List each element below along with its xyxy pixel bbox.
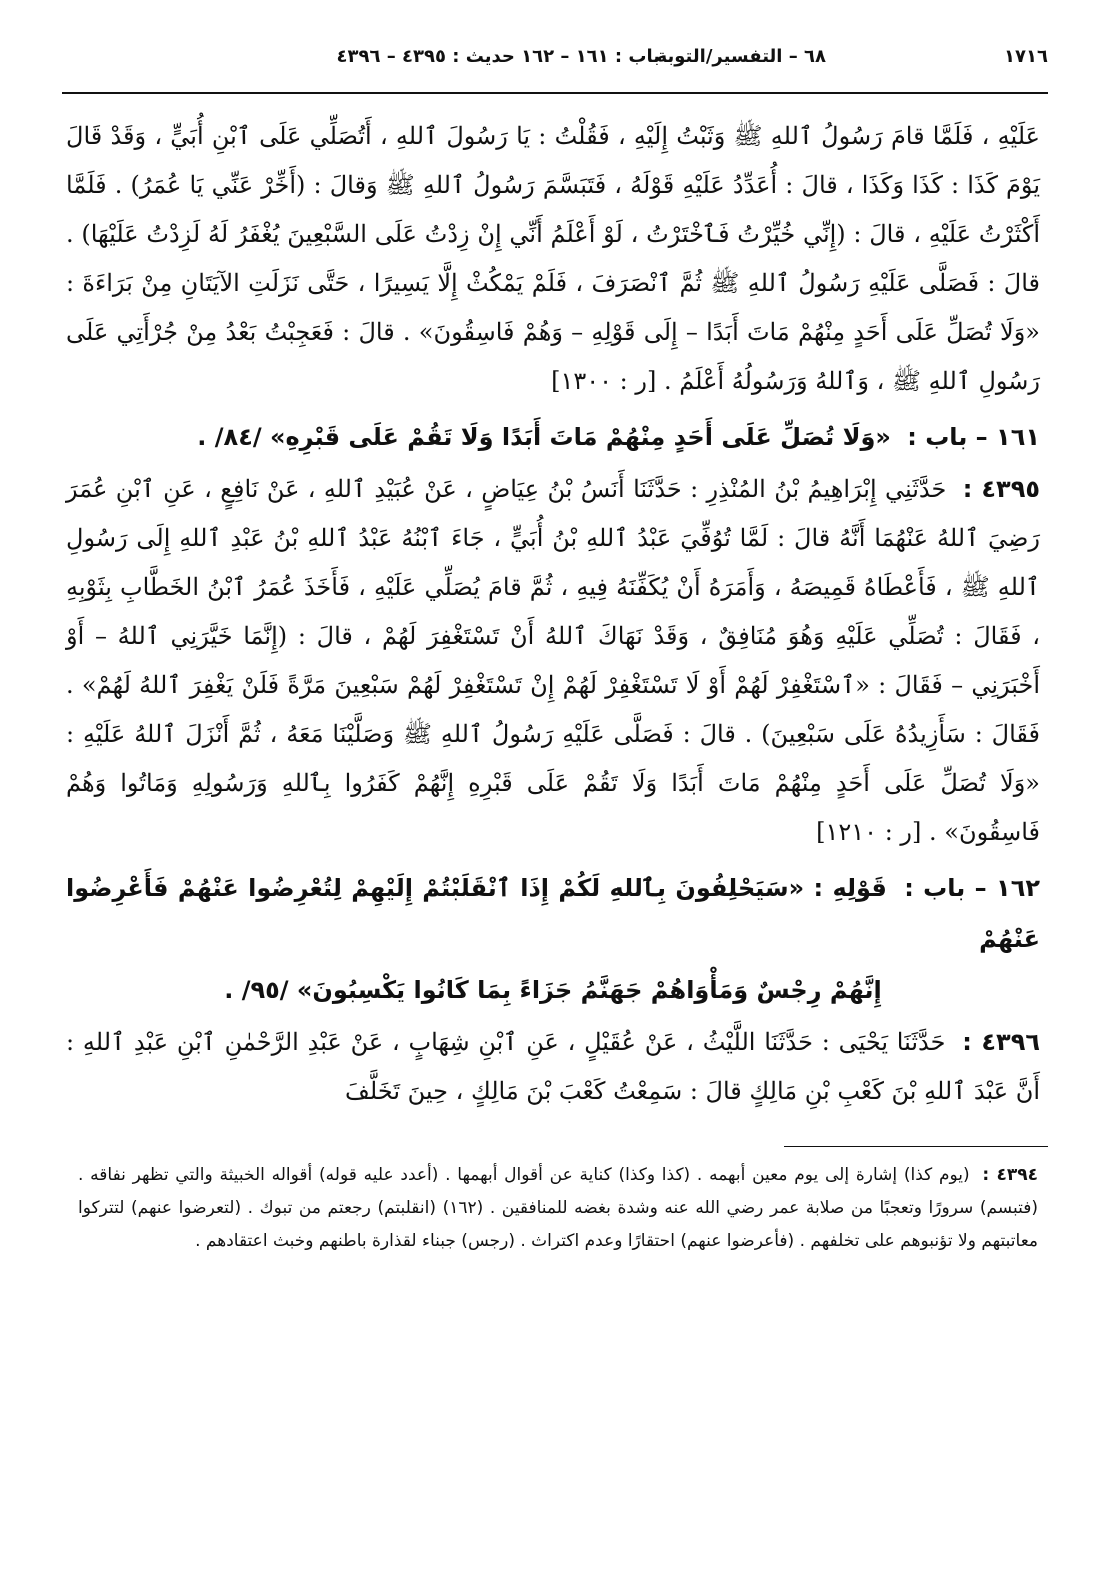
chapter-title-161: «وَلَا تُصَلِّ عَلَى أَحَدٍ مِنْهُمْ مَاتَ أَبَدًا وَلَا تَقُمْ عَلَى قَبْرِهِ» /٨٤/ . xyxy=(197,423,891,451)
footnote-rule xyxy=(784,1146,1048,1147)
chapter-heading-161 xyxy=(66,412,1040,463)
hadith-text-4396: حَدَّثَنَا يَحْيَى : حَدَّثَنَا اللَّيْثُ ، عَنْ عُقَيْلٍ ، عَنِ ٱبْنِ شِهَابٍ ، عَنْ عَبْدِ الرَّحْمٰنِ ٱبْنِ عَبْدِ ٱللهِ : أَنَّ عَبْدَ ٱللهِ بْنَ كَعْبِ بْنِ مَالِكٍ قالَ : سَمِعْتُ كَعْبَ بْنَ مَالِكٍ ، حِينَ تَخَلَّفَ xyxy=(66,1028,1040,1105)
intro-paragraph xyxy=(66,112,1040,406)
hadith-number-4396: ٤٣٩٦ : xyxy=(962,1028,1040,1056)
hadith-text-4395: حَدَّثَنِي إِبْرَاهِيمُ بْنُ المُنْذِرِ : حَدَّثَنَا أَنَسُ بْنُ عِيَاضٍ ، عَنْ عُبَيْدِ ٱللهِ ، عَنْ نَافِعٍ ، عَنِ ٱبْنِ عُمَرَ رَضِيَ ٱللهُ عَنْهُمَا أَنَّهُ قالَ : لَمَّا تُوُفِّيَ عَبْدُ ٱللهِ بْنُ أُبَيٍّ ، جَاءَ ٱبْنُهُ عَبْدُ ٱللهِ بْنُ عَبْدِ ٱللهِ إِلَى رَسُولِ ٱللهِ ﷺ ، فَأَعْطَاهُ قَمِيصَهُ ، وَأَمَرَهُ أَنْ يُكَفِّنَهُ فِيهِ ، ثُمَّ قامَ يُصَلِّي عَلَيْهِ ، فَأَخَذَ عُمَرُ ٱبْنُ الخَطَّابِ بِثَوْبِهِ ، فَقَالَ : تُصَلِّي عَلَيْهِ وَهُوَ مُنَافِقٌ ، وَقَدْ نَهَاكَ ٱللهُ أَنْ تَسْتَغْفِرَ لَهُمْ ، قالَ : (إِنَّمَا خَيَّرَنِي ٱللهُ – أَوْ أَخْبَرَنِي – فَقَالَ : «ٱسْتَغْفِرْ لَهُمْ أَوْ لَا تَسْتَغْفِرْ لَهُمْ إِنْ تَسْتَغْفِرْ لَهُمْ سَبْعِينَ مَرَّةً فَلَنْ يَغْفِرَ ٱللهُ لَهُمْ» . فَقَالَ : سَأَزِيدُهُ عَلَى سَبْعِينَ) . قالَ : فَصَلَّى عَلَيْهِ رَسُولُ ٱللهِ ﷺ وَصَلَّيْنَا مَعَهُ ، ثُمَّ أَنْزَلَ ٱللهُ عَلَيْهِ : «وَلَا تُصَلِّ عَلَى أَحَدٍ مِنْهُمْ مَاتَ أَبَدًا وَلَا تَقُمْ عَلَى قَبْرِهِ إِنَّهُمْ كَفَرُوا بِٱللهِ وَرَسُولِهِ وَمَاتُوا وَهُمْ فَاسِقُونَ» . xyxy=(66,475,1040,846)
hadith-number-4395: ٤٣٩٥ : xyxy=(962,475,1040,503)
chapter-heading-162 xyxy=(66,863,1040,1016)
page-number: ١٧١٦ xyxy=(1004,46,1048,67)
main-text xyxy=(62,112,1048,1116)
hadith-reference-4395: [ر : ١٢١٠] xyxy=(816,818,922,846)
footnote-number: ٤٣٩٤ : xyxy=(982,1165,1039,1185)
intro-text: عَلَيْهِ ، فَلَمَّا قامَ رَسُولُ ٱللهِ ﷺ وَثَبْتُ إِلَيْهِ ، فَقُلْتُ : يَا رَسُولَ ٱللهِ ، أَتُصَلِّي عَلَى ٱبْنِ أُبَيٍّ ، وَقَدْ قَالَ يَوْمَ كَذَا : كَذَا وَكَذَا ، قالَ : أُعَدِّدُ عَلَيْهِ قَوْلَهُ ، فَتَبَسَّمَ رَسُولُ ٱللهِ ﷺ وَقالَ : (أَخِّرْ عَنِّي يَا عُمَرُ) . فَلَمَّا أَكْثَرْتُ عَلَيْهِ ، قالَ : (إِنِّي خُيِّرْتُ فَٱخْتَرْتُ ، لَوْ أَعْلَمُ أَنِّي إِنْ زِدْتُ عَلَى السَّبْعِينَ يُغْفَرُ لَهُ لَزِدْتُ عَلَيْهَا) . قالَ : فَصَلَّى عَلَيْهِ رَسُولُ ٱللهِ ﷺ ثُمَّ ٱنْصَرَفَ ، فَلَمْ يَمْكُثْ إِلَّا يَسِيرًا ، حَتَّى نَزَلَتِ الآيَتَانِ مِنْ بَرَاءَةَ : «وَلَا تُصَلِّ عَلَى أَحَدٍ مِنْهُمْ مَاتَ أَبَدًا – إِلَى قَوْلِهِ – وَهُمْ فَاسِقُونَ» . قالَ : فَعَجِبْتُ بَعْدُ مِنْ جُرْأَتِي عَلَى رَسُولِ ٱللهِ ﷺ ، وَٱللهُ وَرَسُولُهُ أَعْلَمُ . xyxy=(66,122,1040,395)
chapter-number-161: ١٦١ – باب : xyxy=(907,423,1040,451)
running-head xyxy=(62,28,1048,92)
header-rule xyxy=(62,92,1048,94)
chapter-reference: باب : ١٦١ – ١٦٢ حديث : ٤٣٩٥ – ٤٣٩٦ xyxy=(336,46,660,67)
chapter-title-162-line2: إِنَّهُمْ رِجْسٌ وَمَأْوَاهُمْ جَهَنَّمُ جَزَاءً بِمَا كَانُوا يَكْسِبُونَ» /٩٥/ . xyxy=(224,976,882,1004)
footnote-text: (يوم كذا) إشارة إلى يوم معين أبهمه . (كذا وكذا) كناية عن أقوال أبهمها . (أعدد عليه قوله) أقواله الخبيثة والتي تظهر نفاقه . (فتبسم) سرورًا وتعجبًا من صلابة عمر رضي الله عنه وشدة بغضه للمنافقين . (١٦٢) (انقلبتم) رجعتم من تبوك . (لتعرضوا عنهم) لتتركوا معاتبتهم ولا تؤنبوهم على تخلفهم . (فأعرضوا عنهم) احتقارًا وعدم اكتراث . (رجس) جبناء لقذارة باطنهم وخبث اعتقادهم . xyxy=(78,1165,1038,1251)
intro-reference: [ر : ١٣٠٠] xyxy=(551,367,657,395)
footnotes xyxy=(62,1159,1048,1258)
book-page xyxy=(62,28,1048,1258)
chapter-number-162: ١٦٢ – باب : xyxy=(904,874,1040,902)
chapter-title-162-line1: قَوْلِهِ : «سَيَحْلِفُونَ بِٱللهِ لَكُمْ إِذَا ٱنْقَلَبْتُمْ إِلَيْهِمْ لِتُعْرِضُوا عَنْهُمْ فَأَعْرِضُوا عَنْهُمْ xyxy=(66,874,1040,953)
hadith-4395 xyxy=(66,465,1040,857)
hadith-4396 xyxy=(66,1018,1040,1116)
book-title: ٦٨ – التفسير/التوبة xyxy=(656,46,826,67)
